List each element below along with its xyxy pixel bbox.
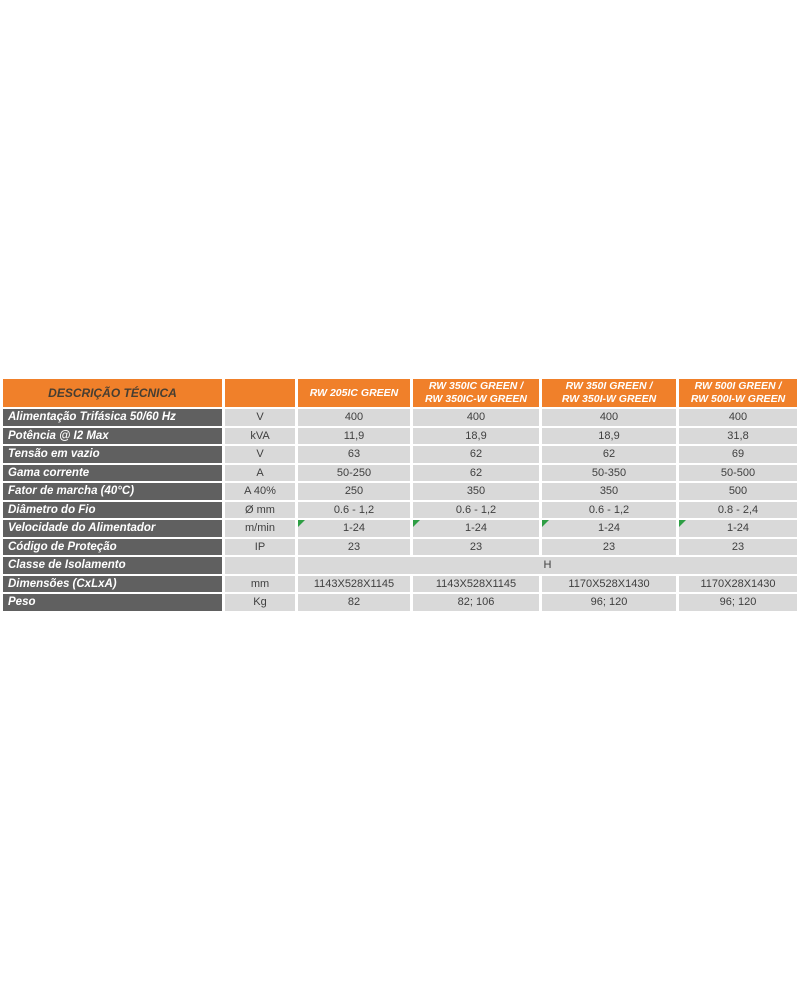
spec-value-merged: H (298, 557, 797, 574)
row-label: Potência @ I2 Max (3, 428, 222, 445)
model-name-line: RW 500I GREEN / (694, 380, 782, 393)
row-unit: m/min (225, 520, 295, 537)
row-unit: A (225, 465, 295, 482)
spec-value: 23 (542, 539, 676, 556)
spec-row-gama-corrente (3, 465, 797, 482)
row-unit: mm (225, 576, 295, 593)
spec-row-peso (3, 594, 797, 611)
spec-value: 23 (679, 539, 797, 556)
spec-row-classe-isolamento (3, 557, 797, 574)
row-unit: V (225, 446, 295, 463)
row-unit: kVA (225, 428, 295, 445)
spec-row-fator-marcha (3, 483, 797, 500)
model-name-line: RW 500I-W GREEN (690, 393, 786, 405)
spec-row-velocidade (3, 520, 797, 537)
spec-value-text: 1-24 (342, 522, 366, 535)
spec-value: 50-350 (542, 465, 676, 482)
row-label: Peso (3, 594, 222, 611)
comment-marker-icon (413, 520, 420, 527)
spec-value (542, 520, 676, 537)
row-label: Gama corrente (3, 465, 222, 482)
column-header-rw350ic (413, 379, 539, 407)
spec-value: 96; 120 (542, 594, 676, 611)
column-header-rw205ic (298, 379, 410, 407)
spec-value: 23 (298, 539, 410, 556)
row-label: Tensão em vazio (3, 446, 222, 463)
spec-value-text: 1-24 (464, 522, 488, 535)
table-title: DESCRIÇÃO TÉCNICA (3, 379, 222, 407)
spec-value: 96; 120 (679, 594, 797, 611)
row-label: Alimentação Trifásica 50/60 Hz (3, 409, 222, 426)
model-name-line: RW 350IC GREEN / (428, 380, 524, 393)
spec-value: 250 (298, 483, 410, 500)
spec-value: 23 (413, 539, 539, 556)
spec-value: 69 (679, 446, 797, 463)
comment-marker-icon (298, 520, 305, 527)
row-unit: Ø mm (225, 502, 295, 519)
spec-value: 400 (542, 409, 676, 426)
technical-specs-table (0, 377, 800, 613)
spec-value: 50-500 (679, 465, 797, 482)
spec-value: 1170X28X1430 (679, 576, 797, 593)
model-name-line: RW 205IC GREEN (309, 386, 399, 399)
model-name-line: RW 350I GREEN / (565, 380, 653, 393)
row-label: Diâmetro do Fio (3, 502, 222, 519)
column-header-rw350i (542, 379, 676, 407)
row-unit (225, 557, 295, 574)
spec-value: 31,8 (679, 428, 797, 445)
spec-value: 18,9 (542, 428, 676, 445)
spec-row-tensao (3, 446, 797, 463)
row-label: Velocidade do Alimentador (3, 520, 222, 537)
model-name-line: RW 350I-W GREEN (561, 393, 657, 405)
spec-value: 400 (413, 409, 539, 426)
model-name-line: RW 350IC-W GREEN (425, 393, 527, 405)
spec-value: 350 (542, 483, 676, 500)
spec-value-text: 1-24 (597, 522, 621, 535)
spec-value: 62 (413, 446, 539, 463)
spec-value: 63 (298, 446, 410, 463)
spec-value: 0.8 - 2,4 (679, 502, 797, 519)
spec-value: 50-250 (298, 465, 410, 482)
spec-value: 400 (298, 409, 410, 426)
spec-value-text: 1-24 (726, 522, 750, 535)
spec-value: 400 (679, 409, 797, 426)
row-label: Dimensões (CxLxA) (3, 576, 222, 593)
row-label: Código de Proteção (3, 539, 222, 556)
spec-value: 11,9 (298, 428, 410, 445)
spec-value: 0.6 - 1,2 (413, 502, 539, 519)
row-unit: IP (225, 539, 295, 556)
row-unit: A 40% (225, 483, 295, 500)
header-row (3, 379, 797, 407)
spec-row-potencia (3, 428, 797, 445)
spec-value (413, 520, 539, 537)
comment-marker-icon (542, 520, 549, 527)
spec-value: 0.6 - 1,2 (542, 502, 676, 519)
spec-value: 82 (298, 594, 410, 611)
comment-marker-icon (679, 520, 686, 527)
spec-value: 350 (413, 483, 539, 500)
spec-row-codigo-protecao (3, 539, 797, 556)
spec-value (298, 520, 410, 537)
spec-value: 18,9 (413, 428, 539, 445)
spec-row-dimensoes (3, 576, 797, 593)
spec-value (679, 520, 797, 537)
spec-value: 0.6 - 1,2 (298, 502, 410, 519)
spec-value: 62 (542, 446, 676, 463)
spec-row-alimentacao (3, 409, 797, 426)
spec-value: 62 (413, 465, 539, 482)
spec-value: 500 (679, 483, 797, 500)
row-label: Classe de Isolamento (3, 557, 222, 574)
spec-value: 1143X528X1145 (413, 576, 539, 593)
spec-value: 1170X528X1430 (542, 576, 676, 593)
spec-row-diametro-fio (3, 502, 797, 519)
spec-value: 82; 106 (413, 594, 539, 611)
row-unit: V (225, 409, 295, 426)
column-header-rw500i (679, 379, 797, 407)
row-unit: Kg (225, 594, 295, 611)
unit-column-header (225, 379, 295, 407)
row-label: Fator de marcha (40°C) (3, 483, 222, 500)
spec-value: 1143X528X1145 (298, 576, 410, 593)
